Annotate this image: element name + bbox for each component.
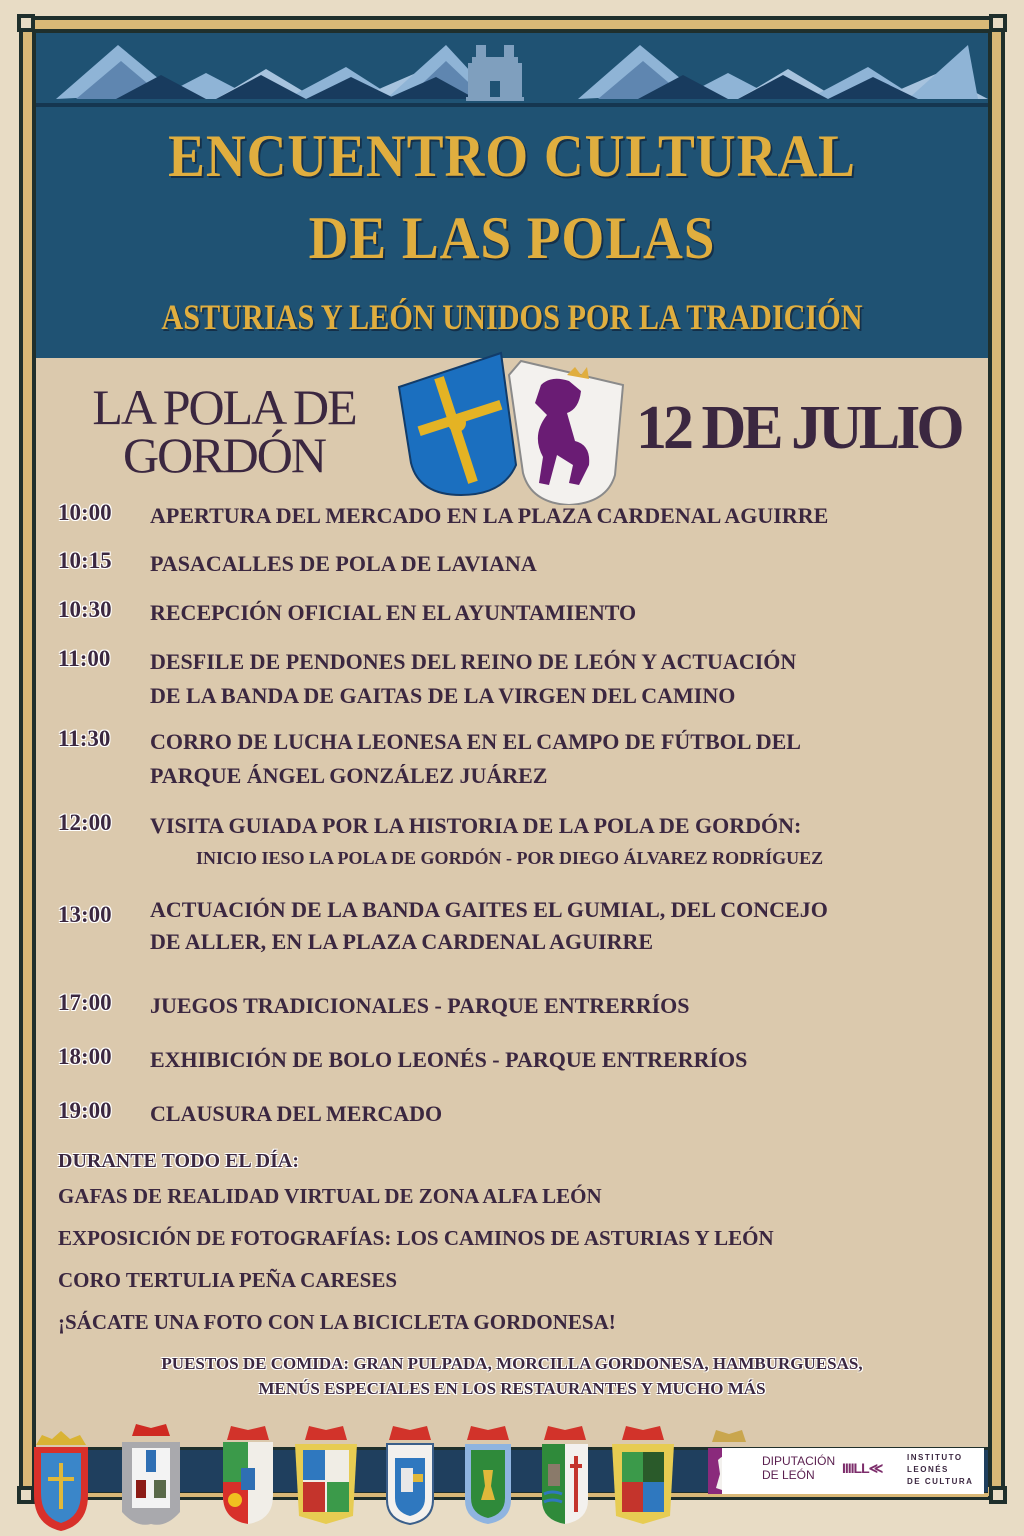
gordon-crest-icon xyxy=(377,1420,443,1530)
food-stalls-line1: PUESTOS DE COMIDA: GRAN PULPADA, MORCILLA GORDONESA, HAMBURGUESAS, xyxy=(161,1354,863,1373)
schedule-desc: EXHIBICIÓN DE BOLO LEONÉS - PARQUE ENTRERRÍOS xyxy=(150,1047,748,1072)
schedule-desc-cont: DE LA BANDA DE GAITAS DE LA VIRGEN DEL CAMINO xyxy=(150,683,736,708)
schedule-time: 13:00 xyxy=(58,902,112,927)
diputacion-name: DIPUTACIÓN DE LEÓN xyxy=(762,1454,836,1482)
municipal-crest-7-icon xyxy=(532,1420,598,1530)
poster-content xyxy=(36,33,988,1483)
asturias-leon-shields-icon xyxy=(391,345,641,505)
all-day-item: GAFAS DE REALIDAD VIRTUAL DE ZONA ALFA LEÓN xyxy=(58,1184,602,1208)
municipal-crest-3-icon xyxy=(215,1420,281,1530)
schedule-desc: PASACALLES DE POLA DE LAVIANA xyxy=(150,551,537,576)
asturias-shield-icon xyxy=(399,353,516,495)
schedule-desc: ACTUACIÓN DE LA BANDA GAITES EL GUMIAL, DEL CONCEJO xyxy=(150,897,828,922)
schedule-time: 12:00 xyxy=(58,810,112,835)
all-day-heading: DURANTE TODO EL DÍA: xyxy=(58,1150,299,1172)
event-title-line1: ENCUENTRO CULTURAL xyxy=(168,123,856,189)
schedule-desc: JUEGOS TRADICIONALES - PARQUE ENTRERRÍOS xyxy=(150,993,690,1018)
schedule-desc-cont: PARQUE ÁNGEL GONZÁLEZ JUÁREZ xyxy=(150,763,548,788)
frame-corner-br xyxy=(989,1486,1007,1504)
schedule-subnote: INICIO IESO LA POLA DE GORDÓN - POR DIEGO ÁLVAREZ RODRÍGUEZ xyxy=(196,848,824,868)
schedule-desc: CORRO DE LUCHA LEONESA EN EL CAMPO DE FÚTBOL DEL xyxy=(150,729,801,754)
municipal-crest-6-icon xyxy=(455,1420,521,1530)
frame-corner-tr xyxy=(989,14,1007,32)
all-day-item: EXPOSICIÓN DE FOTOGRAFÍAS: LOS CAMINOS DE ASTURIAS Y LEÓN xyxy=(58,1226,774,1250)
frame-corner-tl xyxy=(17,14,35,32)
schedule-desc-cont: DE ALLER, EN LA PLAZA CARDENAL AGUIRRE xyxy=(150,929,654,954)
event-title-line2: DE LAS POLAS xyxy=(308,205,716,271)
asturias-crest-icon xyxy=(28,1425,94,1535)
schedule-desc: DESFILE DE PENDONES DEL REINO DE LEÓN Y ACTUACIÓN xyxy=(150,649,797,674)
schedule-time: 10:15 xyxy=(58,548,112,573)
all-day-item: CORO TERTULIA PEÑA CARESES xyxy=(58,1268,398,1292)
event-location xyxy=(54,379,394,483)
schedule-time: 10:30 xyxy=(58,597,112,622)
schedule-time: 18:00 xyxy=(58,1044,112,1069)
municipal-crest-8-icon xyxy=(610,1420,676,1530)
header-panel xyxy=(36,33,988,358)
event-subtitle: ASTURIAS Y LEÓN UNIDOS POR LA TRADICIÓN xyxy=(161,297,863,337)
municipal-crest-2-icon xyxy=(118,1420,184,1530)
schedule-time: 11:00 xyxy=(58,646,111,671)
schedule-time: 11:30 xyxy=(58,726,111,751)
schedule-desc: APERTURA DEL MERCADO EN LA PLAZA CARDENAL AGUIRRE xyxy=(150,503,829,528)
event-date: 12 DE JULIO xyxy=(636,394,961,462)
schedule-desc: RECEPCIÓN OFICIAL EN EL AYUNTAMIENTO xyxy=(150,600,637,625)
leon-shield-icon xyxy=(509,361,623,505)
schedule-desc: VISITA GUIADA POR LA HISTORIA DE LA POLA DE GORDÓN: xyxy=(150,813,802,838)
diputacion-logo xyxy=(722,1448,984,1494)
header-divider xyxy=(36,103,988,107)
ilc-name: INSTITUTO LEONÉS DE CULTURA xyxy=(907,1453,974,1486)
municipal-crest-4-icon xyxy=(293,1420,359,1530)
schedule-desc: CLAUSURA DEL MERCADO xyxy=(150,1101,443,1126)
schedule-time: 10:00 xyxy=(58,500,112,525)
schedule-time: 19:00 xyxy=(58,1098,112,1123)
location-line2: GORDÓN xyxy=(123,427,325,483)
mountains-icon xyxy=(36,33,988,105)
ilc-mark-icon: IIIILL≪ xyxy=(842,1460,883,1476)
location-line1: LA POLA DE xyxy=(92,379,356,435)
schedule-time: 17:00 xyxy=(58,990,112,1015)
all-day-item: ¡SÁCATE UNA FOTO CON LA BICICLETA GORDONESA! xyxy=(58,1310,616,1334)
food-stalls-line2: MENÚS ESPECIALES EN LOS RESTAURANTES Y MUCHO MÁS xyxy=(258,1379,766,1398)
